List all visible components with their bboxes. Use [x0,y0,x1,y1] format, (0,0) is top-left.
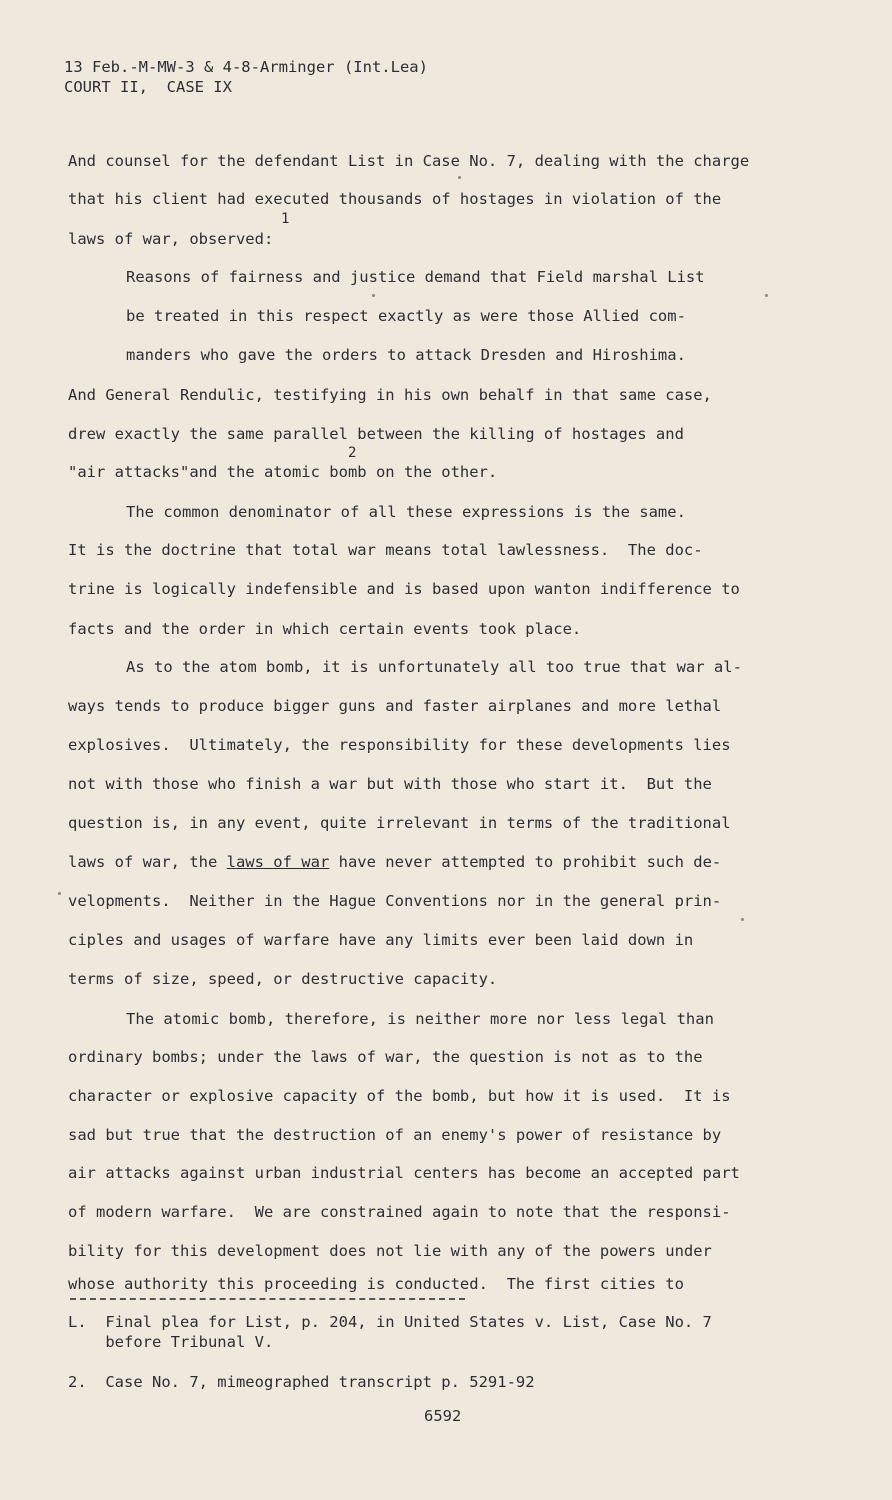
quote-line: manders who gave the orders to attack Dresden and Hiroshima. [126,346,686,364]
body-line: As to the atom bomb, it is unfortunately all too true that war al- [126,658,742,676]
header-line-1: 13 Feb.-M-MW-3 & 4-8-Arminger (Int.Lea) [64,58,428,76]
body-line: drew exactly the same parallel between the killing of hostages and [68,425,684,443]
text-segment: laws of war, the [68,853,227,871]
body-line: air attacks against urban industrial centers has become an accepted part [68,1164,740,1182]
footnote-ref-1: 1 [281,211,290,227]
body-line: ordinary bombs; under the laws of war, the question is not as to the [68,1048,703,1066]
footnote-1-line-1: L. Final plea for List, p. 204, in United States v. List, Case No. 7 [68,1313,712,1331]
paper-speck [458,176,461,179]
body-line: ways tends to produce bigger guns and faster airplanes and more lethal [68,697,722,715]
paper-speck [765,294,768,297]
body-line: whose authority this proceeding is conducted. The first cities to [68,1275,684,1293]
quote-line: be treated in this respect exactly as were those Allied com- [126,307,686,325]
body-line: explosives. Ultimately, the responsibility for these developments lies [68,736,731,754]
body-line: terms of size, speed, or destructive capacity. [68,970,498,988]
body-line: trine is logically indefensible and is based upon wanton indifference to [68,580,740,598]
body-line: character or explosive capacity of the bomb, but how it is used. It is [68,1087,731,1105]
body-line: of modern warfare. We are constrained again to note that the responsi- [68,1203,731,1221]
paper-speck [372,294,375,297]
quote-line: Reasons of fairness and justice demand that Field marshal List [126,268,705,286]
underlined-phrase: laws of war [226,853,330,871]
body-line: ciples and usages of warfare have any limits ever been laid down in [68,931,694,949]
paper-speck [741,918,744,921]
body-line: sad but true that the destruction of an enemy's power of resistance by [68,1126,722,1144]
body-line: The atomic bomb, therefore, is neither more nor less legal than [126,1010,714,1028]
body-line: not with those who finish a war but with those who start it. But the [68,775,712,793]
body-line: bility for this development does not lie with any of the powers under [68,1242,712,1260]
footnote-2: 2. Case No. 7, mimeographed transcript p. 5291-92 [68,1373,535,1391]
footnote-ref-2: 2 [348,445,357,461]
header-line-2: COURT II, CASE IX [64,78,232,96]
body-line: It is the doctrine that total war means total lawlessness. The doc- [68,541,703,559]
body-line: question is, in any event, quite irrelevant in terms of the traditional [68,814,731,832]
text-segment: have never attempted to prohibit such de- [329,853,722,871]
footnote-separator [70,1298,465,1300]
body-line: facts and the order in which certain events took place. [68,620,582,638]
body-line: And General Rendulic, testifying in his own behalf in that same case, [68,386,712,404]
body-line: laws of war, observed: [68,230,274,248]
body-line: The common denominator of all these expressions is the same. [126,503,686,521]
body-line: "air attacks"and the atomic bomb on the other. [68,463,498,481]
footnote-1-line-2: before Tribunal V. [68,1333,274,1351]
body-line-underlined [68,853,721,871]
body-line: that his client had executed thousands of hostages in violation of the [68,190,722,208]
body-line: velopments. Neither in the Hague Conventions nor in the general prin- [68,892,722,910]
page-number: 6592 [424,1407,462,1425]
body-line: And counsel for the defendant List in Case No. 7, dealing with the charge [68,152,750,170]
paper-speck [58,892,61,895]
